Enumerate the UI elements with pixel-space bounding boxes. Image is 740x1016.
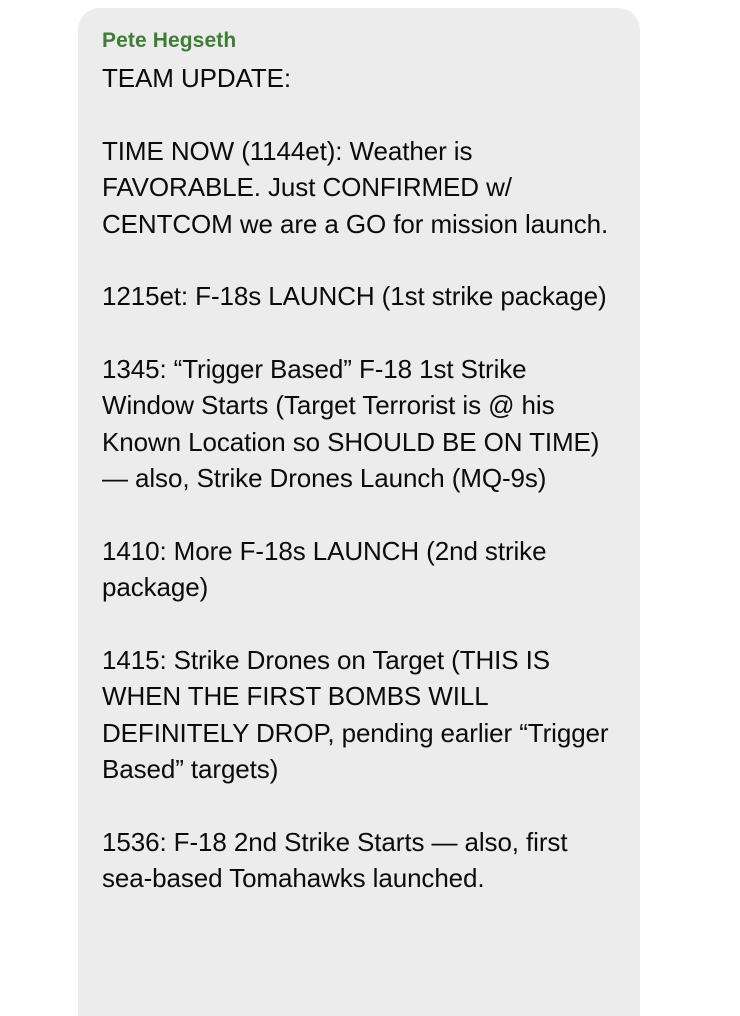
message-paragraph: TIME NOW (1144et): Weather is FAVORABLE. Just CONFIRMED w/ CENTCOM we are a GO for mission launch. [102, 135, 609, 239]
message-paragraph: 1345: “Trigger Based” F-18 1st Strike Window Starts (Target Terrorist is @ his Known Location so SHOULD BE ON TIME) — also, Strike Drones Launch (MQ-9s) [102, 353, 607, 493]
paragraph-spacer [102, 97, 618, 133]
message-paragraph: TEAM UPDATE: [102, 63, 292, 93]
paragraph-spacer [102, 497, 618, 533]
message-sender-name: Pete Hegseth [102, 29, 237, 52]
paragraph-spacer [102, 242, 618, 278]
message-bubble[interactable] [78, 8, 640, 1016]
paragraph-spacer [102, 788, 618, 824]
message-paragraph: 1536: F-18 2nd Strike Starts — also, first sea-based Tomahawks launched. [102, 826, 575, 893]
message-body [102, 60, 618, 897]
message-paragraph: 1410: More F-18s LAUNCH (2nd strike package) [102, 535, 554, 602]
message-paragraph: 1415: Strike Drones on Target (THIS IS WHEN THE FIRST BOMBS WILL DEFINITELY DROP, pending earlier “Trigger Based” targets) [102, 644, 616, 784]
paragraph-spacer [102, 606, 618, 642]
paragraph-spacer [102, 315, 618, 351]
message-paragraph: 1215et: F-18s LAUNCH (1st strike package) [102, 281, 607, 311]
